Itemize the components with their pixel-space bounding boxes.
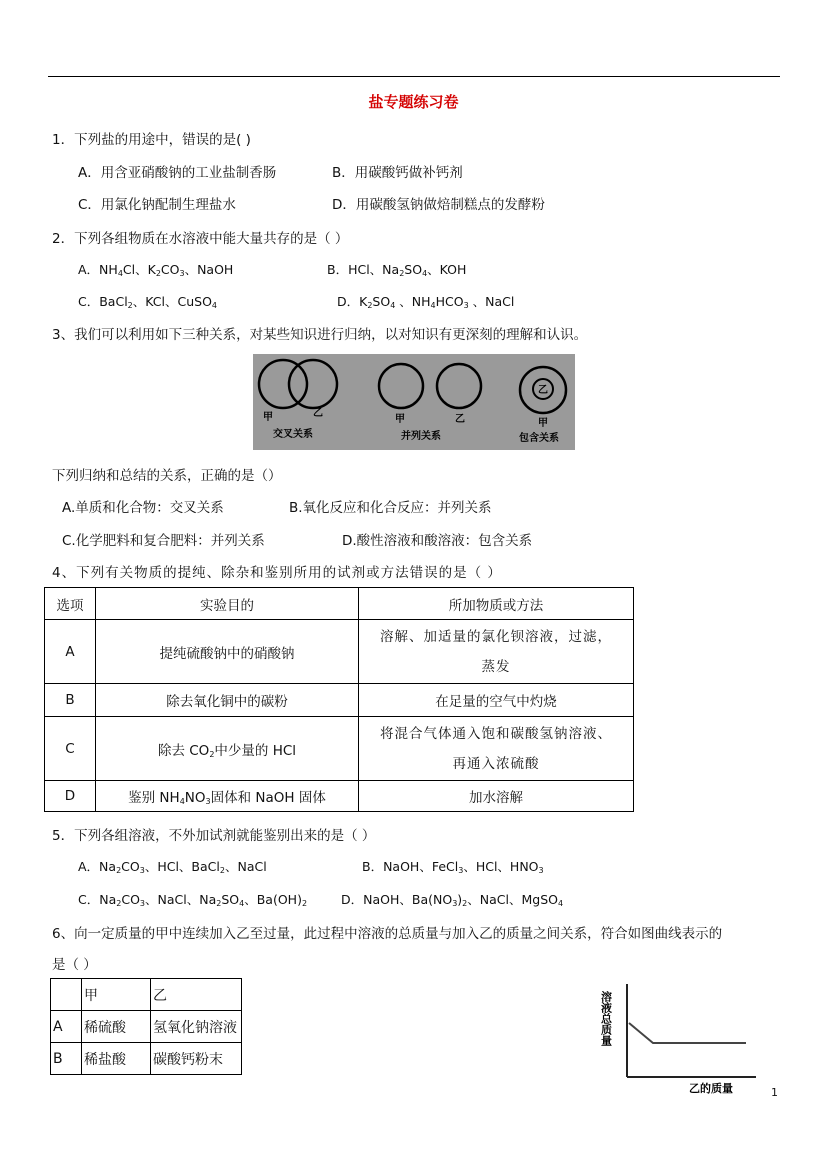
- q6-header-blank: [51, 979, 82, 1011]
- q3-option-b: B.氧化反应和化合反应：并列关系: [289, 500, 492, 516]
- q3-option-a: A.单质和化合物：交叉关系: [62, 500, 224, 516]
- q2-option-a: A．$NH_4Cl$、$K_2CO_3$、NaOH: [78, 262, 234, 278]
- q4-stem: 4、下列有关物质的提纯、除杂和鉴别所用的试剂或方法错误的是（ ）: [52, 565, 502, 581]
- q4-row-option: C: [45, 717, 96, 781]
- q6-header-yi: 乙: [151, 979, 242, 1011]
- q5-option-b: B．NaOH、FeCl$_3$、HCl、$HNO_3$: [362, 859, 544, 875]
- parallel-label-yi: 乙: [455, 414, 465, 425]
- q4-row-option: A: [45, 620, 96, 684]
- cross-label-jia: 甲: [263, 412, 273, 423]
- page-title: 盐专题练习卷: [368, 93, 459, 111]
- table-row: [45, 717, 634, 781]
- q6-row-yi: 氢氧化钠溶液: [151, 1011, 242, 1043]
- q5-option-d: D．NaOH、$Ba(NO_3)_2$、NaCl、MgSO$_4$: [341, 892, 564, 908]
- q1-option-b: B．用碳酸钙做补钙剂: [332, 165, 463, 181]
- page-number: 1: [771, 1086, 778, 1099]
- q3-option-c: C.化学肥料和复合肥料：并列关系: [62, 533, 265, 549]
- q6-header-jia: 甲: [82, 979, 151, 1011]
- q2-option-d: D．$K_2SO_4$ 、$NH_4HCO_3$ 、NaCl: [337, 294, 515, 310]
- q6-stem-line2: 是（ ）: [52, 957, 97, 973]
- q6-row-jia: 稀盐酸: [82, 1043, 151, 1075]
- cross-caption: 交叉关系: [273, 429, 313, 440]
- q1-option-c: C．用氯化钠配制生理盐水: [78, 197, 236, 213]
- graph-curve: [629, 1023, 746, 1043]
- q4-table: [44, 587, 634, 812]
- q4-row-method: 加水溶解: [359, 781, 634, 812]
- parallel-label-jia: 甲: [395, 414, 405, 425]
- contain-label-yi: 乙: [538, 385, 548, 396]
- graph-x-label: 乙的质量: [689, 1082, 733, 1095]
- q4-header-method: 所加物质或方法: [359, 588, 634, 620]
- q4-row-option: D: [45, 781, 96, 812]
- q4-row-option: B: [45, 684, 96, 717]
- table-row: [45, 781, 634, 812]
- q1-option-a: A．用含亚硝酸钠的工业盐制香肠: [78, 165, 277, 181]
- parallel-circle-yi: [437, 364, 481, 408]
- q4-row-method: 溶解、加适量的氯化钡溶液，过滤， 蒸发: [359, 620, 634, 684]
- q6-row-yi: 碳酸钙粉末: [151, 1043, 242, 1075]
- relationship-diagram: [253, 354, 575, 450]
- q3-stem: 3、我们可以利用如下三种关系，对某些知识进行归纳，以对知识有更深刻的理解和认识。: [52, 327, 588, 343]
- q5-option-a: A．$Na_2CO_3$、HCl、BaCl$_2$、NaCl: [78, 859, 267, 875]
- parallel-caption: 并列关系: [401, 431, 441, 442]
- q4-row-purpose: 除去 $CO_2$中少量的 HCl: [96, 717, 359, 781]
- q4-header-purpose: 实验目的: [96, 588, 359, 620]
- q6-graph: [601, 976, 761, 1096]
- q2-stem: 2．下列各组物质在水溶液中能大量共存的是（ ）: [52, 231, 349, 247]
- q4-row-method: 在足量的空气中灼烧: [359, 684, 634, 717]
- q5-stem: 5．下列各组溶液，不外加试剂就能鉴别出来的是（ ）: [52, 828, 376, 844]
- header-rule: [48, 76, 780, 77]
- q3-prompt: 下列归纳和总结的关系，正确的是（）: [52, 468, 282, 484]
- q5-option-c: C．$Na_2CO_3$、NaCl、$Na_2SO_4$、$Ba(OH)_2$: [78, 892, 308, 908]
- q6-stem-line1: 6、向一定质量的甲中连续加入乙至过量，此过程中溶液的总质量与加入乙的质量之间关系，符合如图曲线表示的: [52, 926, 723, 942]
- table-row: [51, 1011, 242, 1043]
- contain-label-jia: 甲: [538, 418, 548, 429]
- q2-option-b: B．HCl、$Na_2SO_4$、KOH: [327, 262, 467, 278]
- q1-stem: 1．下列盐的用途中，错误的是( ): [52, 132, 251, 148]
- q1-option-d: D．用碳酸氢钠做焙制糕点的发酵粉: [332, 197, 545, 213]
- q6-row-jia: 稀硫酸: [82, 1011, 151, 1043]
- q4-row-method: 将混合气体通入饱和碳酸氢钠溶液、 再通入浓硫酸: [359, 717, 634, 781]
- contain-caption: 包含关系: [519, 433, 559, 444]
- q3-option-d: D.酸性溶液和酸溶液：包含关系: [342, 533, 533, 549]
- q4-row-purpose: 提纯硫酸钠中的硝酸钠: [96, 620, 359, 684]
- graph-y-label: 溶液总质量: [599, 991, 613, 1046]
- q4-header-option: 选项: [45, 588, 96, 620]
- q4-row-purpose: 除去氧化铜中的碳粉: [96, 684, 359, 717]
- parallel-circle-jia: [379, 364, 423, 408]
- q4-row-purpose: 鉴别 $NH_4NO_3$固体和 NaOH 固体: [96, 781, 359, 812]
- table-row: [45, 620, 634, 684]
- q6-row-option: A: [51, 1011, 82, 1043]
- table-row: [51, 1043, 242, 1075]
- cross-circle-yi: [289, 360, 337, 408]
- q6-table: [50, 978, 242, 1075]
- q6-row-option: B: [51, 1043, 82, 1075]
- q2-option-c: C．BaCl$_2$、KCl、CuSO$_4$: [78, 294, 217, 310]
- cross-circle-jia: [259, 360, 307, 408]
- table-row: [45, 684, 634, 717]
- cross-label-yi: 乙: [313, 408, 323, 419]
